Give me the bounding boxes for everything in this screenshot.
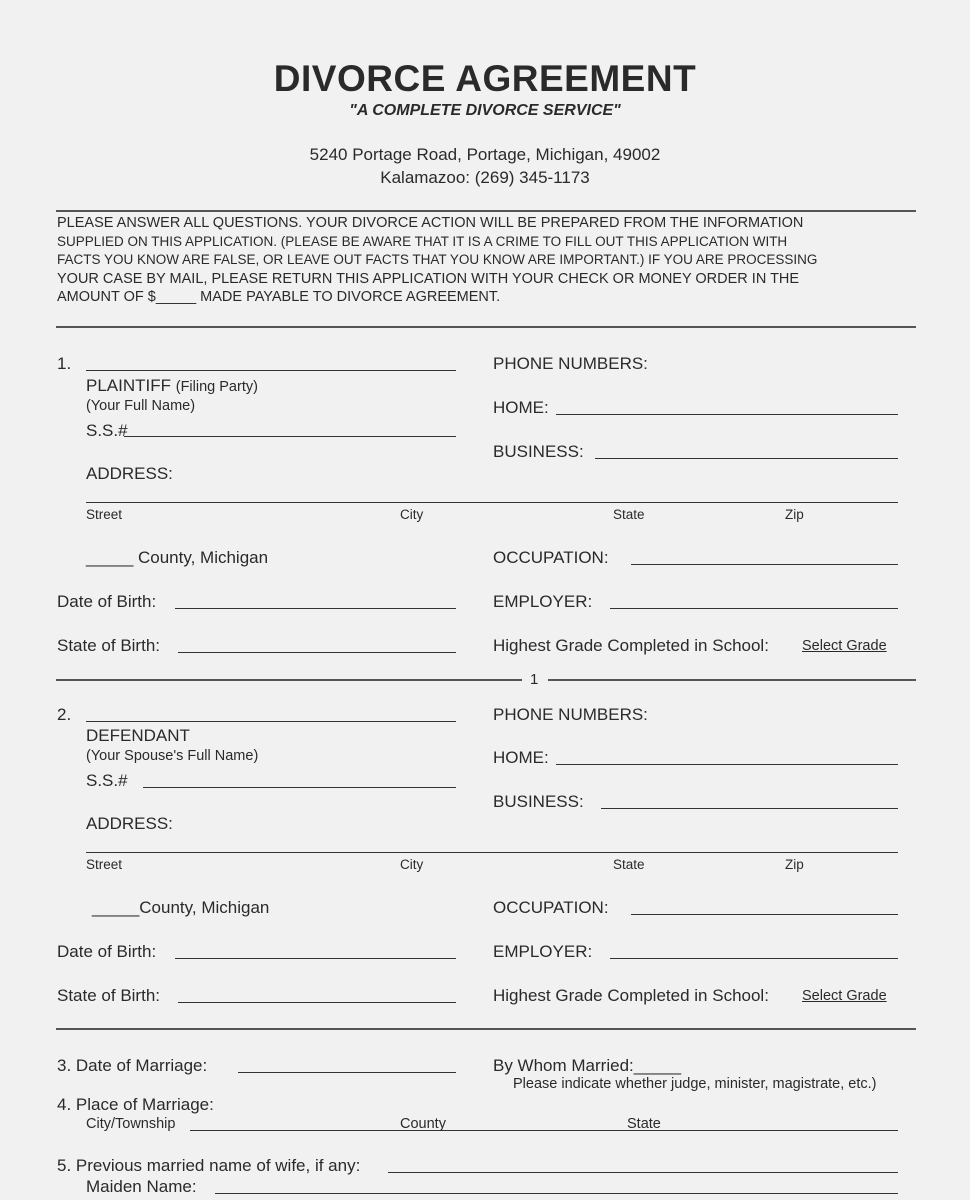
notice-line: AMOUNT OF $_____ MADE PAYABLE TO DIVORCE AGREEMENT. — [57, 289, 501, 305]
defendant-phone-heading: PHONE NUMBERS: — [493, 705, 648, 724]
defendant-employer-label: EMPLOYER: — [493, 942, 593, 961]
defendant-address-label: ADDRESS: — [86, 814, 173, 833]
section-divider-right — [548, 679, 916, 681]
maiden-name-label: Maiden Name: — [86, 1177, 197, 1196]
defendant-business-phone-field[interactable] — [601, 808, 898, 809]
plaintiff-dob-label: Date of Birth: — [57, 592, 157, 611]
section-number: 1. — [57, 354, 72, 373]
form-title: DIVORCE AGREEMENT — [273, 58, 697, 99]
section-divider-left — [56, 679, 522, 681]
zip-label: Zip — [785, 857, 804, 872]
defendant-dob-field[interactable] — [175, 958, 456, 959]
page-number: 1 — [530, 671, 539, 688]
plaintiff-grade-select[interactable]: Select Grade — [802, 638, 887, 654]
plaintiff-name-field[interactable] — [86, 370, 456, 371]
plaintiff-business-label: BUSINESS: — [493, 442, 584, 461]
plaintiff-occupation-field[interactable] — [631, 564, 898, 565]
defendant-sob-field[interactable] — [178, 1002, 456, 1003]
plaintiff-grade-label: Highest Grade Completed in School: — [493, 636, 769, 655]
marriage-date-label: 3. Date of Marriage: — [57, 1056, 208, 1075]
officiant-note: Please indicate whether judge, minister, magistrate, etc.) — [513, 1076, 877, 1092]
defendant-dob-label: Date of Birth: — [57, 942, 157, 961]
plaintiff-occupation-label: OCCUPATION: — [493, 548, 609, 567]
plaintiff-phone-heading: PHONE NUMBERS: — [493, 354, 648, 373]
defendant-address-field[interactable] — [86, 852, 898, 853]
notice-line: PLEASE ANSWER ALL QUESTIONS. YOUR DIVORCE ACTION WILL BE PREPARED FROM THE INFORMATION — [57, 215, 804, 231]
plaintiff-sob-field[interactable] — [178, 652, 456, 653]
plaintiff-heading — [86, 376, 258, 396]
defendant-ss-label: S.S.# — [86, 771, 128, 790]
plaintiff-county: _____ County, Michigan — [86, 548, 269, 567]
plaintiff-home-phone-field[interactable] — [556, 414, 898, 415]
plaintiff-address-field[interactable] — [86, 502, 898, 503]
officiant-label: By Whom Married:_____ — [493, 1056, 682, 1075]
plaintiff-employer-label: EMPLOYER: — [493, 592, 593, 611]
plaintiff-employer-field[interactable] — [610, 608, 898, 609]
plaintiff-address-label: ADDRESS: — [86, 464, 173, 483]
notice-line: SUPPLIED ON THIS APPLICATION. (PLEASE BE AWARE THAT IT IS A CRIME TO FILL OUT THIS APPLICATION WITH — [57, 233, 788, 249]
defendant-county: _____County, Michigan — [92, 898, 270, 917]
state-label: State — [613, 507, 645, 522]
city-township-label: City/Township — [86, 1116, 176, 1132]
street-label: Street — [86, 507, 123, 522]
office-address: 5240 Portage Road, Portage, Michigan, 49002 — [309, 145, 661, 164]
defendant-sob-label: State of Birth: — [57, 986, 160, 1005]
notice-line: FACTS YOU KNOW ARE FALSE, OR LEAVE OUT FACTS THAT YOU KNOW ARE IMPORTANT.) IF YOU ARE PROCESSING — [57, 252, 818, 267]
plaintiff-role: PLAINTIFF — [86, 376, 172, 395]
street-label: Street — [86, 857, 123, 872]
marriage-place-field[interactable] — [190, 1130, 898, 1131]
city-label: City — [400, 857, 424, 872]
marriage-county-label: County — [400, 1116, 446, 1132]
plaintiff-ss-field[interactable] — [124, 436, 456, 437]
defendant-ss-field[interactable] — [143, 787, 456, 788]
defendant-grade-label: Highest Grade Completed in School: — [493, 986, 769, 1005]
defendant-name-field[interactable] — [86, 721, 456, 722]
header-divider — [56, 210, 916, 212]
instructions-notice — [57, 214, 917, 307]
defendant-role: DEFENDANT — [86, 726, 190, 745]
defendant-grade-select[interactable]: Select Grade — [802, 988, 887, 1004]
plaintiff-sob-label: State of Birth: — [57, 636, 160, 655]
state-label: State — [613, 857, 645, 872]
defendant-occupation-label: OCCUPATION: — [493, 898, 609, 917]
office-phone: Kalamazoo: (269) 345-1173 — [380, 168, 590, 187]
plaintiff-ss-label: S.S.# — [86, 421, 128, 440]
plaintiff-name-note: (Your Full Name) — [86, 398, 196, 414]
defendant-home-phone-field[interactable] — [556, 764, 898, 765]
previous-name-field[interactable] — [388, 1172, 898, 1173]
defendant-home-label: HOME: — [493, 748, 549, 767]
defendant-name-note: (Your Spouse's Full Name) — [86, 748, 259, 764]
notice-divider — [56, 326, 916, 328]
zip-label: Zip — [785, 507, 804, 522]
defendant-business-label: BUSINESS: — [493, 792, 584, 811]
notice-line: YOUR CASE BY MAIL, PLEASE RETURN THIS APPLICATION WITH YOUR CHECK OR MONEY ORDER IN THE — [57, 270, 800, 287]
defendant-employer-field[interactable] — [610, 958, 898, 959]
form-subtitle: "A COMPLETE DIVORCE SERVICE" — [349, 102, 621, 119]
section-number: 2. — [57, 705, 72, 724]
plaintiff-home-label: HOME: — [493, 398, 549, 417]
marriage-state-label: State — [627, 1116, 661, 1132]
maiden-name-field[interactable] — [215, 1193, 898, 1194]
marriage-place-label: 4. Place of Marriage: — [57, 1095, 214, 1114]
city-label: City — [400, 507, 424, 522]
defendant-occupation-field[interactable] — [631, 914, 898, 915]
plaintiff-dob-field[interactable] — [175, 608, 456, 609]
previous-name-label: 5. Previous married name of wife, if any: — [57, 1156, 361, 1175]
plaintiff-role-note: (Filing Party) — [175, 379, 258, 395]
marriage-divider — [56, 1028, 916, 1030]
plaintiff-business-phone-field[interactable] — [595, 458, 898, 459]
marriage-date-field[interactable] — [238, 1072, 456, 1073]
